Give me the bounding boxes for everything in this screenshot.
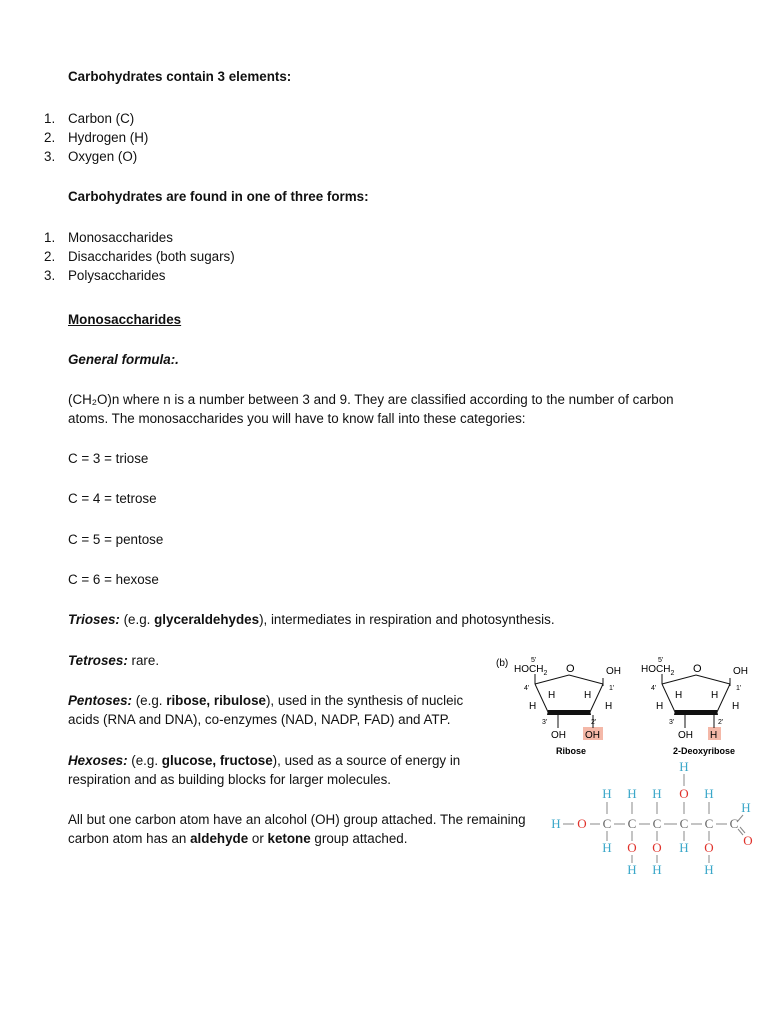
ribose-h: H <box>605 701 613 712</box>
pentoses-paragraph-line2: acids (RNA and DNA), co-enzymes (NAD, NADP, FAD) and ATP. <box>68 712 451 727</box>
atom-h: H <box>679 759 689 774</box>
elements-heading: Carbohydrates contain 3 elements: <box>68 69 292 84</box>
list-item: Hydrogen (H) <box>68 130 149 145</box>
pentoses-pre: (e.g. <box>132 693 167 708</box>
atom-h: H <box>679 840 689 855</box>
aldehyde-term: aldehyde <box>190 831 249 846</box>
list-number: 2. <box>44 249 56 264</box>
panel-label: (b) <box>496 658 509 669</box>
ribose-h: H <box>529 701 537 712</box>
deoxyribose-c2-label: 2' <box>718 719 724 726</box>
pentoses-example: ribose, ribulose <box>166 693 266 708</box>
pentoses-label: Pentoses: <box>68 693 132 708</box>
atom-o: O <box>704 840 714 855</box>
atom-o: O <box>652 840 662 855</box>
list-number: 2. <box>44 130 56 145</box>
carbon-text-post: group attached. <box>310 831 408 846</box>
hexoses-example: glucose, fructose <box>161 753 273 768</box>
deoxyribose-h: H <box>675 690 683 701</box>
formula-paragraph-line2: atoms. The monosaccharides you will have to know fall into these categories: <box>68 411 526 426</box>
atom-c: C <box>704 816 714 831</box>
carbon-paragraph-line1: All but one carbon atom have an alcohol (OH) group attached. The remaining <box>68 812 526 827</box>
ribose-ring-o: O <box>566 663 575 675</box>
atom-h: H <box>627 786 637 801</box>
atom-h: H <box>704 786 714 801</box>
atom-o: O <box>627 840 637 855</box>
ribose-c1-label: 1' <box>609 685 615 692</box>
ribose-structure <box>514 657 621 756</box>
ribose-oh-left: OH <box>551 730 566 741</box>
atom-o: O <box>743 833 753 848</box>
list-item: Oxygen (O) <box>68 149 138 164</box>
ribose-oh-top: OH <box>606 666 621 677</box>
monosaccharides-heading: Monosaccharides <box>68 312 182 327</box>
tetroses-label: Tetroses: <box>68 653 128 668</box>
deoxyribose-h: H <box>711 690 719 701</box>
deoxyribose-h: H <box>656 701 664 712</box>
category-triose: C = 3 = triose <box>68 451 149 466</box>
list-number: 3. <box>44 268 56 283</box>
pentoses-paragraph-line1 <box>68 691 463 710</box>
hexoses-paragraph-line1 <box>68 751 460 770</box>
list-item: Polysaccharides <box>68 268 166 283</box>
atom-o: O <box>577 816 587 831</box>
ribose-caption: Ribose <box>556 746 587 756</box>
atom-h: H <box>602 786 612 801</box>
atom-h: H <box>652 786 662 801</box>
deoxyribose-ring-o: O <box>693 663 702 675</box>
atom-c: C <box>627 816 637 831</box>
trioses-paragraph <box>68 610 555 629</box>
category-hexose: C = 6 = hexose <box>68 572 159 587</box>
ribose-c4-label: 4' <box>524 685 530 692</box>
deoxyribose-c4-label: 4' <box>651 685 657 692</box>
general-formula-label: General formula:. <box>68 352 179 367</box>
deoxyribose-c5-label: 5' <box>658 657 664 664</box>
glucose-chain-figure <box>545 755 760 880</box>
ribose-c2-label: 2' <box>591 719 597 726</box>
deoxyribose-hoch2: $HOCH_2$ <box>641 664 675 677</box>
list-number: 1. <box>44 111 56 126</box>
deoxyribose-oh-top: OH <box>733 666 748 677</box>
deoxyribose-c3-label: 3' <box>669 719 675 726</box>
atom-h: H <box>704 862 714 877</box>
ribose-figure <box>490 650 760 760</box>
carbon-paragraph-line2 <box>68 829 407 848</box>
list-number: 3. <box>44 149 56 164</box>
deoxyribose-h-right: H <box>710 730 718 741</box>
tetroses-paragraph <box>68 651 159 670</box>
pentoses-text: ), used in the synthesis of nucleic <box>265 693 464 708</box>
atom-o: O <box>679 786 689 801</box>
atom-h: H <box>602 840 612 855</box>
trioses-example: glyceraldehydes <box>154 612 260 627</box>
category-pentose: C = 5 = pentose <box>68 532 164 547</box>
category-tetrose: C = 4 = tetrose <box>68 491 157 506</box>
atom-c: C <box>652 816 662 831</box>
hexoses-text: ), used as a source of energy in <box>272 753 461 768</box>
ribose-c5-label: 5' <box>531 657 537 664</box>
atom-h: H <box>741 800 751 815</box>
ribose-h: H <box>548 690 556 701</box>
ketone-term: ketone <box>267 831 311 846</box>
deoxyribose-c1-label: 1' <box>736 685 742 692</box>
deoxyribose-caption: 2-Deoxyribose <box>673 746 736 756</box>
hexoses-paragraph-line2: respiration and as building blocks for larger molecules. <box>68 772 392 787</box>
list-number: 1. <box>44 230 56 245</box>
ribose-oh-right: OH <box>585 730 600 741</box>
trioses-text: ), intermediates in respiration and photosynthesis. <box>259 612 555 627</box>
deoxyribose-oh-left: OH <box>678 730 693 741</box>
list-item: Monosaccharides <box>68 230 173 245</box>
atom-c: C <box>679 816 689 831</box>
ribose-c3-label: 3' <box>542 719 548 726</box>
forms-heading: Carbohydrates are found in one of three forms: <box>68 189 369 204</box>
atom-c: C <box>602 816 612 831</box>
atom-h: H <box>652 862 662 877</box>
atom-c: C <box>729 816 739 831</box>
atom-h: H <box>551 816 561 831</box>
hexoses-label: Hexoses: <box>68 753 128 768</box>
list-item: Disaccharides (both sugars) <box>68 249 235 264</box>
formula-paragraph-line1: (CH₂O)n where n is a number between 3 and 9. They are classified according to the number of carbon <box>68 392 674 407</box>
trioses-label: Trioses: <box>68 612 120 627</box>
ribose-h: H <box>584 690 592 701</box>
carbon-text-or: or <box>248 831 268 846</box>
ribose-hoch2: $HOCH_2$ <box>514 664 548 677</box>
trioses-pre: (e.g. <box>119 612 155 627</box>
list-item: Carbon (C) <box>68 111 135 126</box>
deoxyribose-h: H <box>732 701 740 712</box>
hexoses-pre: (e.g. <box>127 753 162 768</box>
deoxyribose-structure <box>641 657 748 756</box>
tetroses-text: rare. <box>127 653 160 668</box>
atom-h: H <box>627 862 637 877</box>
carbon-text-pre: carbon atom has an <box>68 831 191 846</box>
